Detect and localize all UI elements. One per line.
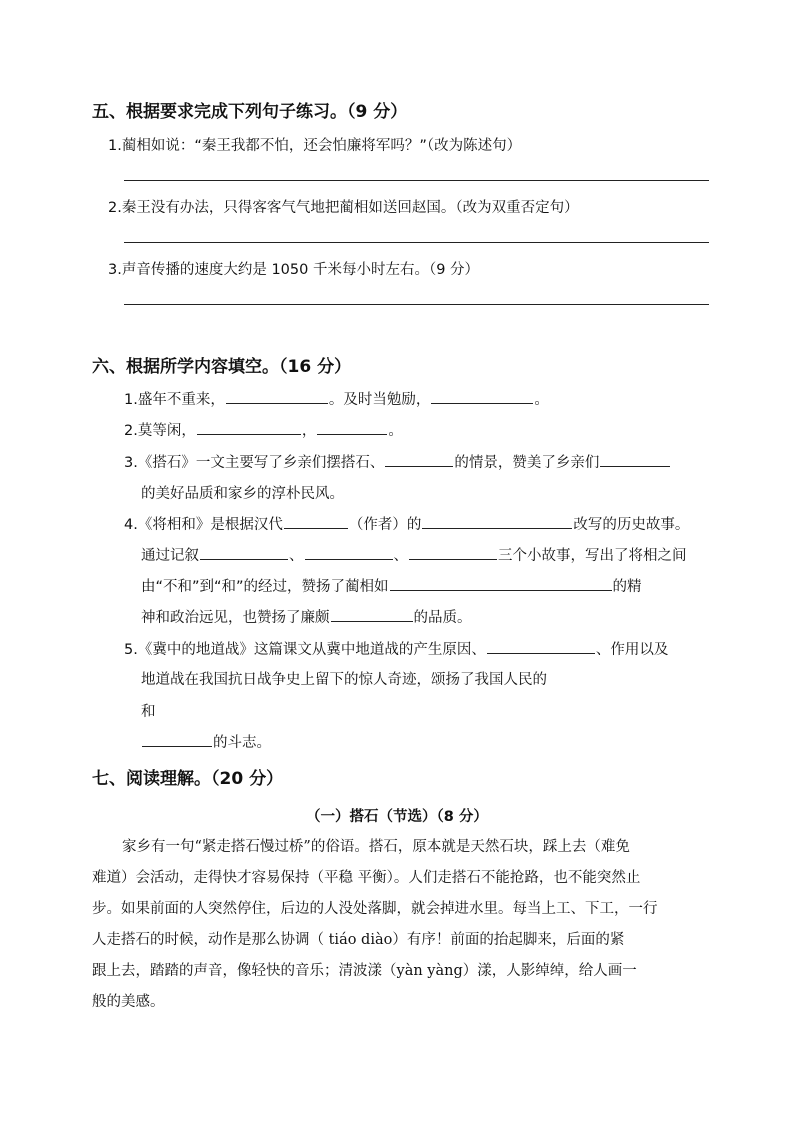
fill-blank[interactable]	[142, 731, 212, 747]
fill-blank[interactable]	[331, 606, 413, 622]
fill-blank[interactable]	[305, 544, 393, 560]
sec6-line-4d: 神和政治远见，也赞扬了廉颇 的品质。	[141, 606, 472, 627]
passage-title: （一）搭石（节选）（8 分）	[306, 809, 488, 825]
answer-line-3[interactable]	[124, 304, 709, 305]
fill-blank[interactable]	[226, 388, 328, 404]
sec6-line-2: 2.莫等闲， ， 。	[124, 419, 403, 440]
sec6-line-1: 1.盛年不重来， 。及时当勉励， 。	[124, 388, 549, 409]
passage-line-6: 般的美感。	[92, 994, 165, 1010]
passage-line-5: 跟上去，踏踏的声音，像轻快的音乐；清波漾（yàn yàng）漾，人影绰绰，给人画一	[92, 963, 637, 979]
answer-line-2[interactable]	[124, 242, 709, 243]
fill-blank[interactable]	[487, 638, 595, 654]
fill-blank[interactable]	[390, 575, 612, 591]
section-5-heading: 五、根据要求完成下列句子练习。（9 分）	[92, 102, 408, 122]
passage-line-3: 步。如果前面的人突然停住，后边的人没处落脚，就会掉进水里。每当上工、下工，一行	[92, 901, 658, 917]
passage-line-2: 难道）会活动，走得快才容易保持（平稳 平衡）。人们走搭石不能抢路，也不能突然止	[92, 870, 641, 886]
fill-blank[interactable]	[409, 544, 497, 560]
sec6-line-5: 5.《冀中的地道战》这篇课文从冀中地道战的产生原因、 、作用以及	[124, 638, 668, 659]
sec6-line-5c: 和	[141, 704, 156, 720]
sec6-line-4c: 由“不和”到“和”的经过，赞扬了蔺相如 的精	[141, 575, 642, 596]
fill-blank[interactable]	[284, 513, 348, 529]
fill-blank[interactable]	[200, 544, 288, 560]
fill-blank[interactable]	[197, 419, 301, 435]
sec6-line-3-cont: 的美好品质和家乡的淳朴民风。	[141, 486, 344, 502]
fill-blank[interactable]	[600, 451, 670, 467]
passage-line-4: 人走搭石的时候，动作是那么协调（ tiáo diào）有序！前面的抬起脚来，后面的紧	[92, 932, 625, 948]
sec5-item-1: 1.蔺相如说：“秦王我都不怕，还会怕廉将军吗？”（改为陈述句）	[108, 138, 522, 154]
sec6-line-3: 3.《搭石》一文主要写了乡亲们摆搭石、 的情景，赞美了乡亲们	[124, 451, 671, 472]
passage-line-1: 家乡有一句“紧走搭石慢过桥”的俗语。搭石，原本就是天然石块，踩上去（难免	[122, 839, 630, 855]
section-7-heading: 七、阅读理解。（20 分）	[92, 769, 284, 789]
sec5-item-3: 3.声音传播的速度大约是 1050 千米每小时左右。（9 分）	[108, 262, 480, 278]
fill-blank[interactable]	[422, 513, 572, 529]
fill-blank[interactable]	[385, 451, 453, 467]
section-6-heading: 六、根据所学内容填空。（16 分）	[92, 357, 352, 377]
sec6-line-5d: 的斗志。	[141, 731, 271, 752]
fill-blank[interactable]	[431, 388, 533, 404]
sec6-line-4b: 通过记叙 、 、 三个小故事，写出了将相之间	[141, 544, 687, 565]
sec6-line-4: 4.《将相和》是根据汉代 （作者）的 改写的历史故事。	[124, 513, 689, 534]
answer-line-1[interactable]	[124, 180, 709, 181]
fill-blank[interactable]	[317, 419, 387, 435]
sec6-line-5b: 地道战在我国抗日战争史上留下的惊人奇迹，颂扬了我国人民的	[141, 672, 547, 688]
sec5-item-2: 2.秦王没有办法，只得客客气气地把蔺相如送回赵国。（改为双重否定句）	[108, 200, 579, 216]
